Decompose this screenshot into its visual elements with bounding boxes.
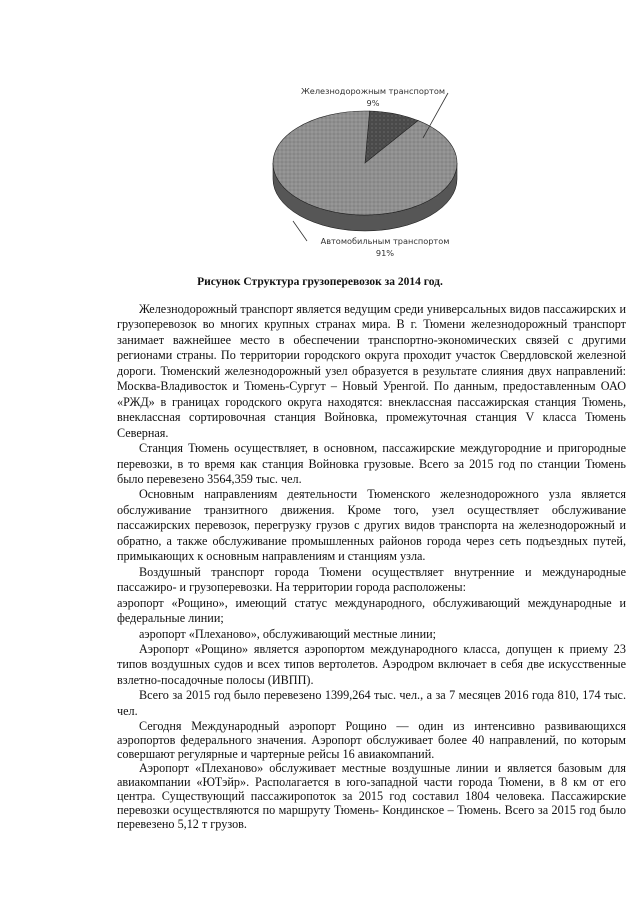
- pie-layer: [273, 111, 457, 231]
- paragraph: Сегодня Международный аэропорт Рощино — один из интенсивно развивающихся аэропортов федерального значения. Аэропорт обслуживает более 40 направлений, по которым совершают регулярные и чартерные рейсы 16 авиакомпаний.: [117, 719, 626, 762]
- pie-chart: [245, 45, 515, 275]
- slice-label-rail: Железнодорожным транспортом: [300, 86, 446, 96]
- paragraph: Основным направлениям деятельности Тюменского железнодорожного узла является обслуживание транзитного движения. Кроме того, узел осуществляет обслуживание пассажирских перевозок, перегрузку грузов с других видов транспорта на железнодорожный и обратно, а также обслуживание промышленных районов города через сеть подъездных путей, примыкающих к основным направлениям и станциям узла.: [117, 487, 626, 564]
- body-text: [117, 302, 626, 831]
- paragraph: Всего за 2015 год было перевезено 1399,264 тыс. чел., а за 7 месяцев 2016 года 810, 174 тыс. чел.: [117, 688, 626, 718]
- paragraph: Воздушный транспорт города Тюмени осуществляет внутренние и международные пассажиро- и грузоперевозки. На территории города расположены:: [117, 564, 626, 595]
- list-item: аэропорт «Плеханово», обслуживающий местные линии;: [139, 626, 437, 641]
- paragraph: Аэропорт «Рощино» является аэропортом международного класса, допущен к приему 23 типов воздушных судов и всех типов вертолетов. Аэродром включает в себя две искусственные взлетно-посадочные полосы (ИВПП).: [117, 641, 626, 687]
- slice-label-auto: Автомобильным транспортом: [320, 236, 450, 246]
- figure-caption: Рисунок Структура грузоперевозок за 2014 год.: [197, 276, 443, 288]
- paragraph: Станция Тюмень осуществляет, в основном, пассажирские междугородние и пригородные перевозки, в то время как станция Войновка грузовые. Всего за 2015 год по станции Тюмень было перевезено 3564,359 тыс. чел.: [117, 441, 626, 486]
- slice-value-rail: 9%: [366, 98, 380, 108]
- label-leader-auto: [293, 221, 307, 241]
- paragraph: Железнодорожный транспорт является ведущим среди универсальных видов пассажирских и грузоперевозок во многих крупных странах мира. В г. Тюмени железнодорожный транспорт занимает важнейшее место в обеспечении транспортно-экономических связей с другими регионами страны. По территории городского округа проходит участок Свердловской железной дороги. Тюменский железнодорожный узел образуется в результате слияния двух направлений: Москва-Владивосток и Тюмень-Сургут – Новый Уренгой. По данным, предоставленным ОАО «РЖД» в границах городского округа находятся: внеклассная пассажирская станция Тюмень, внеклассная сортировочная станция Войновка, промежуточная станция V класса Тюмень Северная.: [117, 302, 626, 440]
- paragraph: Аэропорт «Плеханово» обслуживает местные воздушные линии и является базовым для авиакомпании «ЮТэйр». Располагается в юго-западной части города Тюмени, в 8 км от его центра. Существующий пассажиропоток за 2015 год составил 1804 человека. Пассажирские перевозки осуществляются по маршруту Тюмень- Кондинское – Тюмень. Всего за 2015 год было перевезено 5,12 т грузов.: [117, 761, 626, 832]
- slice-value-auto: 91%: [375, 248, 395, 258]
- list-item: аэропорт «Рощино», имеющий статус международного, обслуживающий международные и федеральные линии;: [117, 595, 626, 626]
- pie-chart-svg: [245, 45, 515, 275]
